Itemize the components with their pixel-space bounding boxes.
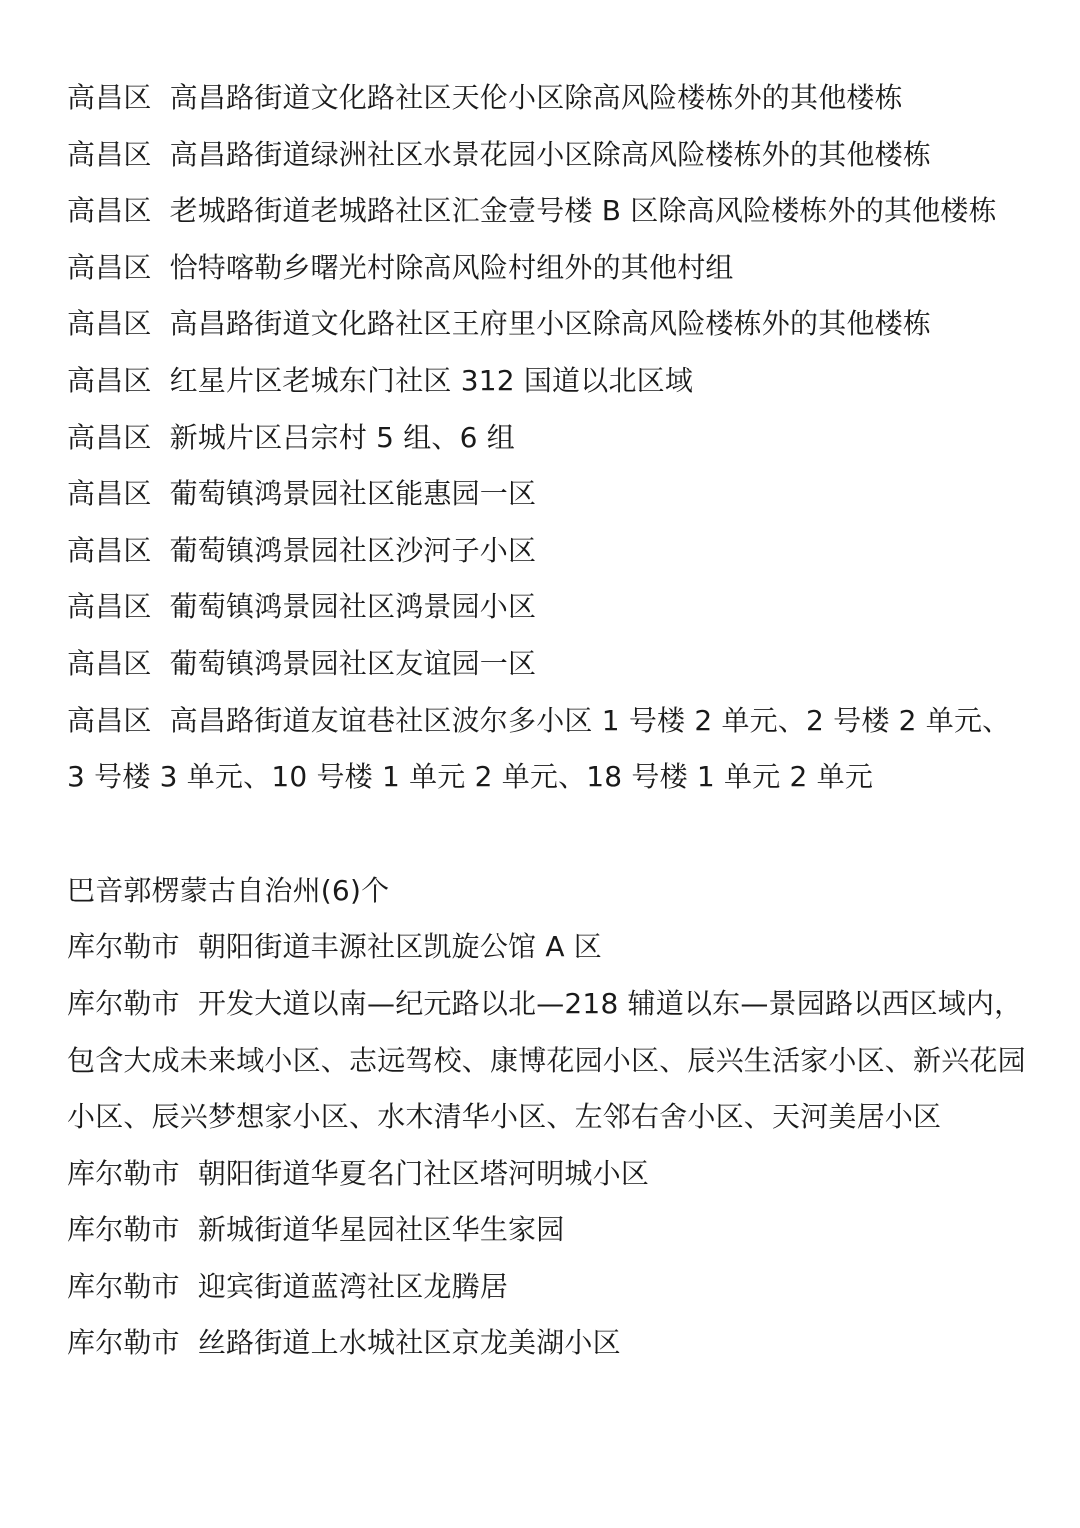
list-item: [67, 1146, 1027, 1203]
district-label: 高昌区: [67, 703, 152, 737]
district-label: 高昌区: [67, 250, 152, 284]
list-item: [67, 1202, 1027, 1259]
list-item: [67, 183, 1027, 240]
location-text: 高昌路街道文化路社区天伦小区除高风险楼栋外的其他楼栋: [169, 81, 903, 114]
district-label: 库尔勒市: [67, 1213, 180, 1247]
location-text: 迎宾街道蓝湾社区龙腾居: [197, 1269, 509, 1303]
list-item: [67, 466, 1027, 523]
district-label: 库尔勒市: [67, 930, 180, 964]
list-item: [67, 976, 1027, 1146]
list-item: [67, 693, 1027, 806]
district-label: 库尔勒市: [67, 1156, 180, 1190]
list-item: [67, 523, 1027, 580]
document-content: [67, 70, 1027, 1372]
district-label: 库尔勒市: [67, 1269, 180, 1303]
location-text: 新城片区吕宗村 5 组、6 组: [169, 420, 515, 454]
location-text: 葡萄镇鸿景园社区能惠园一区: [169, 477, 537, 511]
district-label: 高昌区: [67, 590, 152, 624]
district-label: 库尔勒市: [67, 1326, 180, 1360]
list-item: [67, 353, 1027, 410]
list-item: [67, 296, 1027, 353]
location-text: 丝路街道上水城社区京龙美湖小区: [197, 1326, 621, 1360]
list-item: [67, 636, 1027, 693]
location-text: 高昌路街道绿洲社区水景花园小区除高风险楼栋外的其他楼栋: [169, 137, 932, 171]
district-label: 高昌区: [67, 194, 152, 228]
location-text: 朝阳街道华夏名门社区塔河明城小区: [197, 1156, 650, 1190]
location-text: 葡萄镇鸿景园社区鸿景园小区: [169, 590, 537, 624]
list-item: [67, 240, 1027, 297]
district-label: 高昌区: [67, 646, 152, 680]
location-text: 葡萄镇鸿景园社区沙河子小区: [169, 533, 537, 567]
list-item: [67, 1259, 1027, 1316]
location-text: 高昌路街道文化路社区王府里小区除高风险楼栋外的其他楼栋: [169, 307, 932, 341]
section-spacer: [67, 806, 1027, 863]
location-text: 葡萄镇鸿景园社区友谊园一区: [169, 646, 537, 680]
district-label: 库尔勒市: [67, 986, 180, 1020]
location-text: 红星片区老城东门社区 312 国道以北区域: [169, 363, 694, 397]
location-text: 新城街道华星园社区华生家园: [197, 1213, 565, 1247]
district-label: 高昌区: [67, 533, 152, 567]
list-item: [67, 919, 1027, 976]
district-label: 高昌区: [67, 477, 152, 511]
district-label: 高昌区: [67, 363, 152, 397]
location-text: 朝阳街道丰源社区凯旋公馆 A 区: [197, 930, 602, 964]
district-label: 高昌区: [67, 81, 152, 114]
list-item: [67, 127, 1027, 184]
location-text: 开发大道以南—纪元路以北—218 辅道以东—景园路以西区域内，包含大成未来域小区、志远驾校、康博花园小区、辰兴生活家小区、新兴花园小区、辰兴梦想家小区、水木清华小区、左邻右舍小区、天河美居小区: [67, 986, 1026, 1134]
location-text: 高昌路街道友谊巷社区波尔多小区 1 号楼 2 单元、2 号楼 2 单元、3 号楼 3 单元、10 号楼 1 单元 2 单元、18 号楼 1 单元 2 单元: [67, 703, 1011, 794]
section-heading: 巴音郭楞蒙古自治州(6)个: [67, 873, 390, 907]
district-label: 高昌区: [67, 307, 152, 341]
list-item: [67, 70, 1027, 127]
list-item: [67, 579, 1027, 636]
location-text: 老城路街道老城路社区汇金壹号楼 B 区除高风险楼栋外的其他楼栋: [169, 194, 997, 228]
list-item: [67, 1315, 1027, 1372]
district-label: 高昌区: [67, 137, 152, 171]
location-text: 恰特喀勒乡曙光村除高风险村组外的其他村组: [169, 250, 734, 284]
district-label: 高昌区: [67, 420, 152, 454]
list-item: [67, 410, 1027, 467]
